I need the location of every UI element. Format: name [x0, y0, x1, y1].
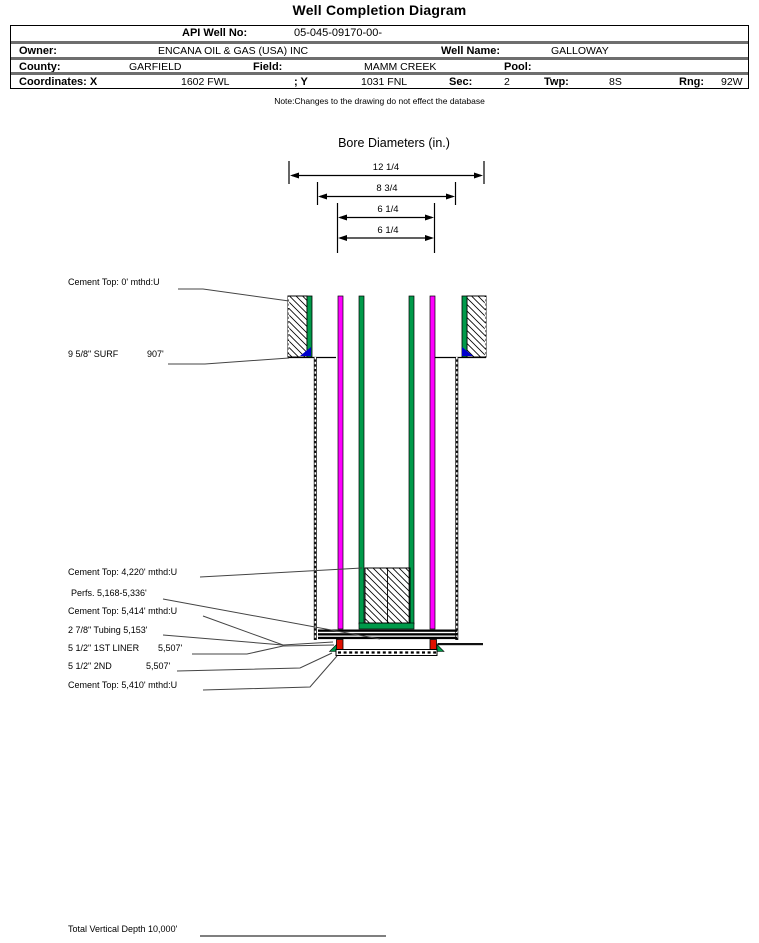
label-cement-top-5414: Cement Top: 5,414' mthd:U: [68, 606, 178, 616]
surface-casing-wall-left: [307, 296, 312, 357]
dimension-label: 6 1/4: [377, 225, 399, 236]
label-cement-top-0: Cement Top: 0' mthd:U: [68, 277, 160, 287]
leader-cement-top-5414: [203, 616, 333, 645]
database-note: Note:Changes to the drawing do not effect the database: [274, 96, 485, 106]
label-surf-depth: 907': [147, 349, 164, 359]
leader-cement-top-0: [178, 289, 289, 301]
inner-casing-wall-left: [359, 296, 364, 624]
dimension-label: 6 1/4: [377, 204, 399, 215]
leader-surf: [168, 358, 289, 364]
sec-label: Sec:: [449, 76, 473, 88]
liner-shoe-right: [437, 645, 444, 652]
packer-bar: [318, 633, 457, 635]
dimension-arrow-6-1-4-upper: [338, 204, 434, 221]
label-tubing: 2 7/8" Tubing 5,153': [68, 625, 148, 635]
tubing-wall-right: [430, 296, 435, 629]
well-name-label: Well Name:: [441, 45, 501, 57]
rng-value: 92W: [721, 76, 743, 88]
county-value: GARFIELD: [129, 60, 182, 73]
dimension-arrow-6-1-4-lower: [338, 225, 434, 241]
dimension-label: 8 3/4: [376, 183, 398, 194]
dimension-arrow-8-3-4: [318, 183, 455, 200]
bore-diameters-title: Bore Diameters (in.): [338, 136, 450, 150]
leader-liner1: [192, 645, 334, 654]
well-name-value: GALLOWAY: [551, 45, 609, 57]
label-surf-casing: 9 5/8" SURF: [68, 349, 119, 359]
liner-hanger-group: [330, 640, 484, 656]
field-value: MAMM CREEK: [364, 60, 437, 73]
leader-perfs: [163, 599, 380, 639]
label-liner2: 5 1/2" 2ND: [68, 661, 112, 671]
inner-casing-group: [359, 296, 414, 629]
coordinates-label: Coordinates: X: [19, 76, 98, 88]
surface-cement-right: [467, 296, 486, 357]
county-label: County:: [19, 60, 61, 73]
coordinate-y-value: 1031 FNL: [361, 76, 408, 88]
pool-label: Pool:: [504, 60, 532, 73]
surface-cement-left: [288, 296, 307, 357]
packer-bar: [318, 637, 457, 639]
label-liner2-depth: 5,507': [146, 661, 171, 671]
twp-value: 8S: [609, 76, 622, 88]
dimension-arrow-12-1-4: [290, 162, 483, 179]
label-liner1: 5 1/2" 1ST LINER: [68, 643, 140, 653]
rng-label: Rng:: [679, 76, 705, 88]
surface-casing-group: [288, 296, 486, 358]
field-label: Field:: [253, 60, 283, 73]
label-total-vertical-depth: Total Vertical Depth 10,000': [68, 924, 178, 934]
api-well-no-label: API Well No:: [182, 27, 248, 39]
owner-label: Owner:: [19, 45, 57, 57]
owner-value: ENCANA OIL & GAS (USA) INC: [158, 45, 309, 57]
label-liner1-depth: 5,507': [158, 643, 183, 653]
inner-casing-bottom: [359, 623, 414, 629]
page-title: Well Completion Diagram: [292, 2, 467, 18]
dimension-label: 12 1/4: [372, 162, 400, 173]
twp-label: Twp:: [544, 76, 569, 88]
api-well-no-value: 05-045-09170-00-: [294, 27, 383, 39]
label-perfs: Perfs. 5,168-5,336': [71, 588, 147, 598]
sec-value: 2: [504, 76, 510, 88]
coordinate-y-label: ; Y: [294, 76, 308, 88]
liner-extension-line-right: [438, 643, 484, 645]
label-cement-top-4220: Cement Top: 4,220' mthd:U: [68, 567, 178, 577]
label-cement-top-5410: Cement Top: 5,410' mthd:U: [68, 680, 178, 690]
bore-diameters-group: [289, 136, 484, 253]
leader-cement-top-5410: [203, 656, 337, 690]
tubing-wall-left: [338, 296, 343, 629]
coordinate-x-value: 1602 FWL: [181, 76, 230, 88]
leader-liner2: [177, 653, 332, 671]
